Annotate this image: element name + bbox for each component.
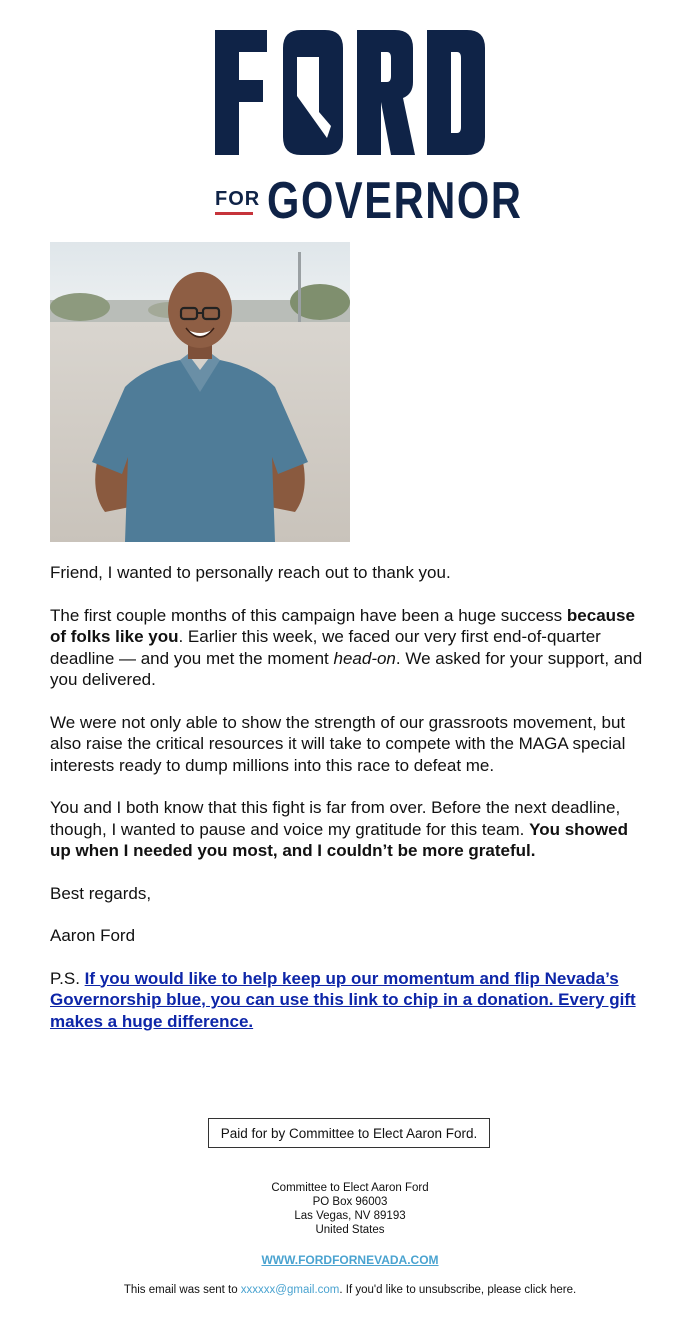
mailing-address (0, 1181, 700, 1237)
p2-text-b: . Earlier this week, we faced our very first end-of-quarter deadline — and you met the moment (50, 627, 601, 668)
website-link-wrapper (0, 1253, 700, 1267)
ps-prefix: P.S. (50, 968, 85, 988)
p4-bold-text: You showed up when I needed you most, and I couldn’t be more grateful. (50, 819, 628, 860)
p2-text-a: The first couple months of this campaign have been a huge success (50, 605, 567, 625)
logo-governor-text: GOVERNOR (267, 172, 523, 230)
unsubscribe-text[interactable]: . If you'd like to unsubscribe, please click here. (339, 1284, 577, 1296)
email-body (50, 562, 650, 1053)
greeting-paragraph: Friend, I wanted to personally reach out to thank you. (50, 563, 451, 582)
paragraph-gratitude (50, 797, 650, 862)
p2-text-c: . We asked for your support, and you delivered. (50, 648, 643, 689)
signoff: Best regards, (50, 883, 152, 903)
ford-for-governor-logo (215, 30, 523, 230)
signature: Aaron Ford (50, 926, 136, 945)
p4-text-a: You and I both know that this fight is far from over. Before the next deadline, though, I wanted to pause and voice my gratitude for this team. (50, 798, 621, 839)
logo-letter-d (427, 30, 485, 155)
logo-for-text: FOR (215, 188, 261, 210)
logo-letter-o (283, 30, 343, 155)
p2-bold-text: because of folks like you (50, 605, 635, 646)
sent-prefix: This email was sent to (123, 1284, 241, 1296)
paragraph-grassroots: We were not only able to show the strength of our grassroots movement, but also raise the critical resources it will take to compete with the MAGA special interests ready to dump millions into this race to defeat me. (50, 712, 626, 775)
donation-link[interactable]: If you would like to help keep up our momentum and flip Nevada’s Governorship blue, you can use this link to chip in a donation. Every gift makes a huge difference. (50, 968, 636, 1031)
recipient-email-link[interactable]: xxxxxx@gmail.com (240, 1284, 340, 1296)
address-line: PO Box 96003 (312, 1196, 388, 1208)
paragraph-campaign-success (50, 605, 650, 691)
address-line: Committee to Elect Aaron Ford (271, 1182, 429, 1194)
logo-letter-f (215, 30, 267, 155)
logo-letter-r (357, 30, 415, 155)
logo-red-underline (215, 212, 253, 215)
candidate-portrait-photo (50, 242, 350, 542)
ps-paragraph (50, 968, 650, 1033)
p2-italic-text: head-on (333, 648, 396, 668)
ford-letters-svg (215, 30, 485, 155)
address-line: Las Vegas, NV 89193 (294, 1210, 406, 1222)
paid-for-disclaimer: Paid for by Committee to Elect Aaron Ford. (208, 1118, 490, 1148)
portrait-illustration (50, 242, 350, 542)
website-link[interactable]: WWW.FORDFORNEVADA.COM (261, 1253, 439, 1267)
sent-to-notice (0, 1284, 700, 1296)
address-line: United States (315, 1224, 385, 1236)
logo-ford-wordmark (215, 30, 485, 155)
